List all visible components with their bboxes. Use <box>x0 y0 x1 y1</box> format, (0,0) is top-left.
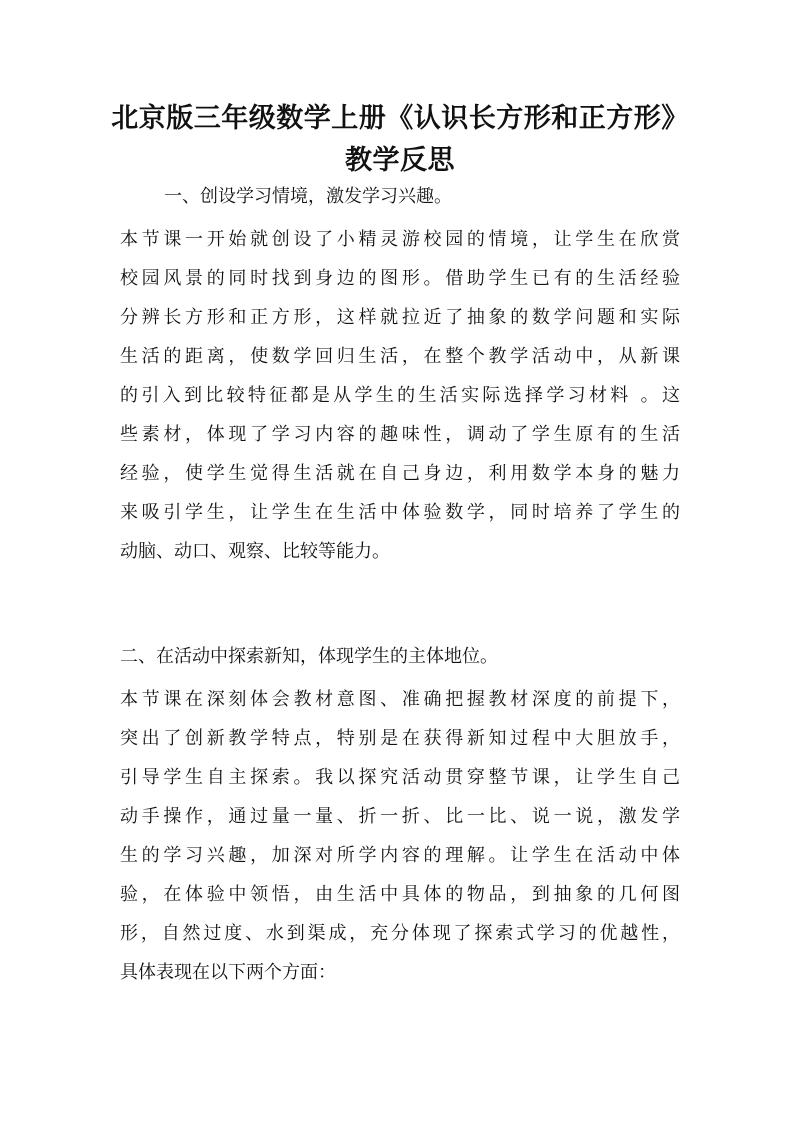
paragraph-line: 本节课一开始就创设了小精灵游校园的情境，让学生在欣赏 <box>120 229 680 250</box>
paragraph-line: 形，自然过度、水到渠成，充分体现了探索式学习的优越性， <box>120 923 680 944</box>
section-1-heading: 一、创设学习情境，激发学习兴趣。 <box>164 186 452 207</box>
paragraph-line: 验，在体验中领悟，由生活中具体的物品，到抽象的几何图 <box>120 884 680 905</box>
paragraph-line: 本节课在深刻体会教材意图、准确把握教材深度的前提下， <box>120 689 680 710</box>
paragraph-line: 动脑、动口、观察、比较等能力。 <box>120 541 390 562</box>
section-2-heading: 二、在活动中探索新知，体现学生的主体地位。 <box>120 646 498 667</box>
paragraph-line: 校园风景的同时找到身边的图形。借助学生已有的生活经验 <box>120 268 680 289</box>
paragraph-line: 分辨长方形和正方形，这样就拉近了抽象的数学问题和实际 <box>120 307 680 328</box>
paragraph-line: 的引入到比较特征都是从学生的生活实际选择学习材料 。这 <box>120 385 680 406</box>
paragraph-line: 动手操作，通过量一量、折一折、比一比、说一说，激发学 <box>120 806 680 827</box>
section-1-paragraph <box>120 220 680 571</box>
paragraph-line: 具体表现在以下两个方面： <box>120 962 336 983</box>
paragraph-line: 突出了创新教学特点，特别是在获得新知过程中大胆放手， <box>120 728 680 749</box>
section-2-paragraph <box>120 680 680 992</box>
document-title-line-2: 教学反思 <box>345 145 455 176</box>
paragraph-line: 来吸引学生，让学生在生活中体验数学，同时培养了学生的 <box>120 502 680 523</box>
paragraph-line: 生活的距离，使数学回归生活，在整个教学活动中，从新课 <box>120 346 680 367</box>
paragraph-line: 引导学生自主探索。我以探究活动贯穿整节课，让学生自己 <box>120 767 680 788</box>
paragraph-line: 生的学习兴趣，加深对所学内容的理解。让学生在活动中体 <box>120 845 680 866</box>
paragraph-line: 经验，使学生觉得生活就在自己身边，利用数学本身的魅力 <box>120 463 680 484</box>
paragraph-line: 些素材，体现了学习内容的趣味性，调动了学生原有的生活 <box>120 424 680 445</box>
document-title-line-1: 北京版三年级数学上册《认识长方形和正方形》 <box>111 103 689 134</box>
